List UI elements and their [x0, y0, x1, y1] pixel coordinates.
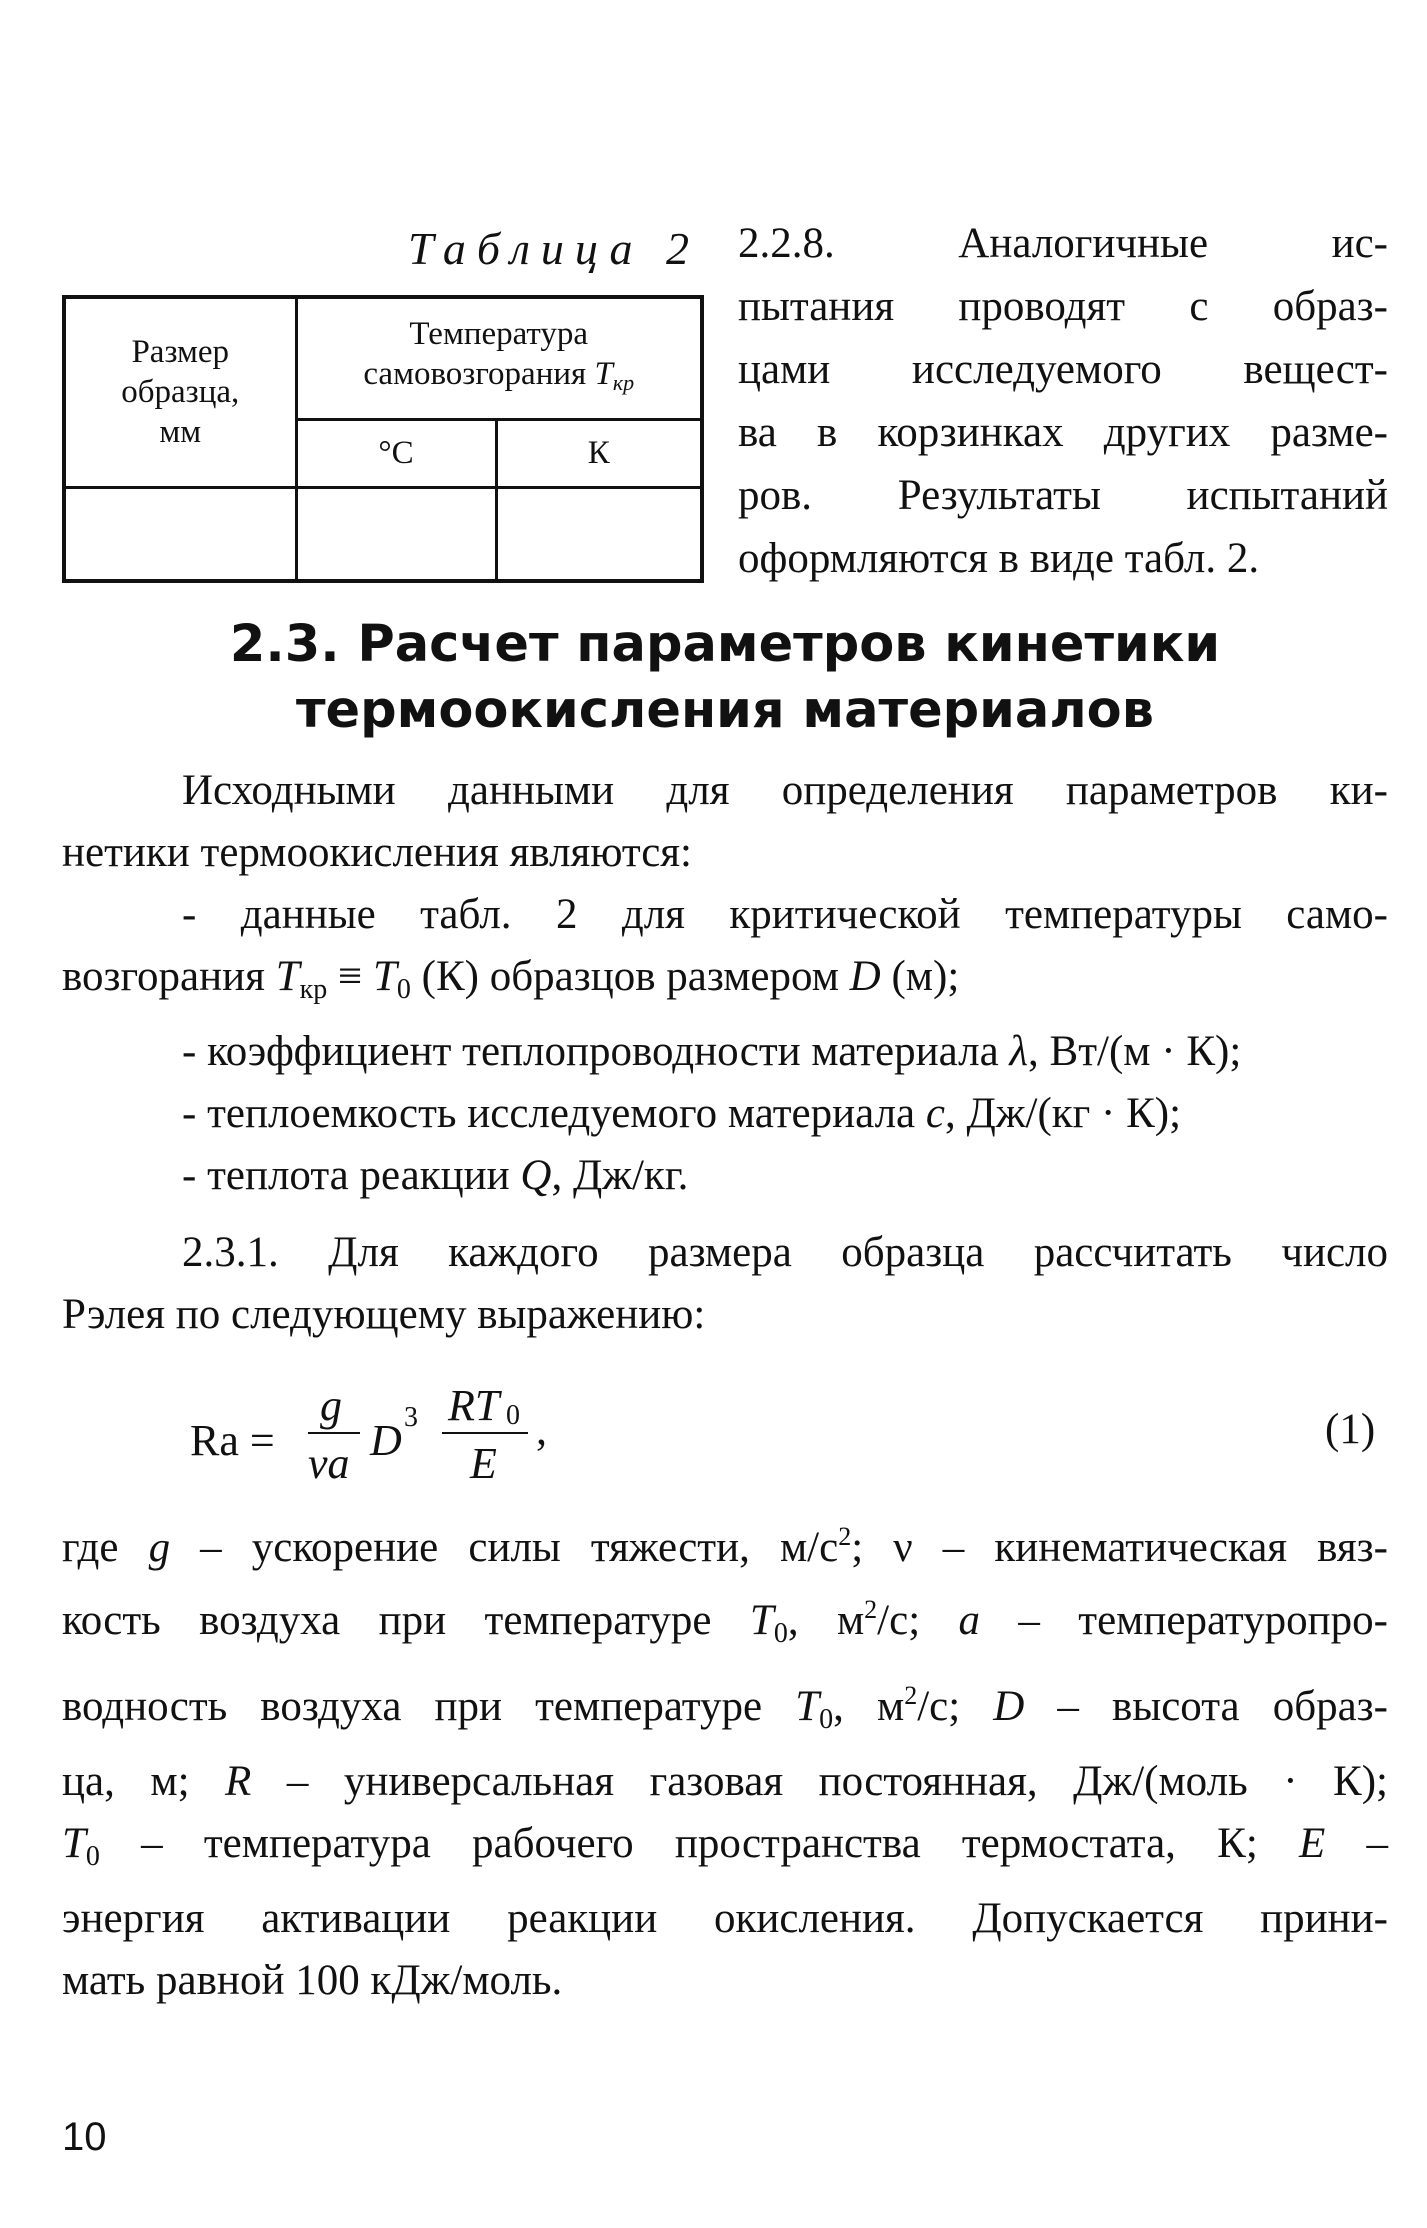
text-line: ров. Результаты испытаний: [738, 472, 1388, 519]
text-line: Исходными данными для определения параметров ки-: [182, 767, 1388, 814]
text: – универсальная газовая постоянная, Дж/(моль · К);: [251, 1758, 1388, 1805]
text-line: Рэлея по следующему выражению:: [62, 1291, 706, 1338]
formula-numerator-g: g: [320, 1381, 342, 1430]
heading-line: термоокисления материалов: [296, 681, 1154, 740]
text: (К) образцов размером: [410, 953, 850, 1000]
empty-cell: [296, 487, 496, 581]
results-table: [62, 295, 704, 583]
text-line: мать равной 100 кДж/моль.: [62, 1957, 563, 2004]
subscript: 0: [819, 1704, 834, 1735]
heading-line: 2.3. Расчет параметров кинетики: [229, 615, 1221, 674]
where-block: [62, 1506, 1388, 2012]
text: - коэффициент теплопроводности материала: [182, 1028, 1010, 1075]
step-2-3-1: [62, 1222, 1388, 1346]
formula-comma: ,: [536, 1405, 547, 1454]
paragraph-2-2-8: [738, 212, 1388, 590]
text: , Вт/(м · К);: [1028, 1028, 1242, 1075]
symbol: λ: [1009, 1028, 1029, 1075]
text: , Дж/(кг · К);: [944, 1090, 1182, 1137]
superscript: 2: [904, 1681, 918, 1710]
subscript: кр: [299, 974, 328, 1005]
header-line: образца,: [121, 374, 240, 411]
text: ; ν – кинематическая вяз-: [851, 1524, 1388, 1571]
text-line: нетики термоокисления являются:: [62, 829, 693, 876]
symbol: T: [749, 1597, 774, 1644]
text: возгорания: [62, 953, 276, 1000]
text: ≡: [327, 953, 373, 1000]
text: ца, м;: [62, 1758, 226, 1805]
text: - теплота реакции: [182, 1152, 521, 1199]
subscript: 0: [773, 1618, 788, 1649]
text: - теплоемкость исследуемого материала: [182, 1090, 926, 1137]
text-line: [62, 1021, 1388, 1083]
superscript: 2: [864, 1595, 878, 1624]
text: , Дж/кг.: [551, 1152, 689, 1199]
equation-number: (1): [1325, 1406, 1376, 1453]
text: /с;: [917, 1683, 994, 1730]
symbol: D: [993, 1683, 1025, 1730]
symbol: T: [795, 1683, 820, 1730]
symbol: T: [62, 1820, 86, 1867]
symbol-t: T: [594, 355, 613, 392]
text-line: [62, 1579, 1388, 1665]
text-line: 2.2.8. Аналогичные ис-: [738, 220, 1388, 267]
formula-d: D: [370, 1416, 402, 1465]
text-line: пытания проводят с образ-: [738, 283, 1388, 330]
formula-denominator-e: E: [470, 1439, 497, 1488]
header-line: Размер: [131, 334, 230, 371]
header-temperature: [296, 297, 702, 419]
symbol: Q: [520, 1152, 552, 1199]
text-line: энергия активации реакции окисления. Допускается прини-: [62, 1895, 1388, 1942]
header-line: мм: [159, 414, 202, 451]
text: кость воздуха при температуре: [62, 1597, 750, 1644]
empty-cell: [496, 487, 702, 581]
text-line: [62, 1506, 1388, 1579]
symbol: T: [275, 953, 300, 1000]
formula-lhs: Ra =: [190, 1416, 275, 1465]
symbol: E: [1299, 1820, 1326, 1867]
text: (м);: [880, 953, 960, 1000]
text: , м: [787, 1597, 865, 1644]
text-line: [62, 1083, 1388, 1145]
text-line: [62, 1813, 1388, 1888]
formula-numerator-rt: RT: [448, 1381, 500, 1430]
intro-block: [62, 760, 1388, 1207]
text-line: 2.3.1. Для каждого размера образца рассчитать число: [182, 1229, 1388, 1276]
formula-exponent: 3: [404, 1402, 418, 1433]
text: где: [62, 1524, 149, 1571]
text: – температура рабочего пространства термостата, К;: [99, 1820, 1299, 1867]
text-line: ва в корзинках других разме-: [738, 409, 1388, 456]
text-line: [62, 946, 1388, 1021]
subscript: 0: [85, 1841, 100, 1872]
formula-subscript: 0: [506, 1400, 520, 1431]
page-number: 10: [62, 2115, 107, 2159]
section-heading: [62, 612, 1388, 744]
header-text: самовозгорания: [363, 355, 587, 392]
header-line: [298, 354, 701, 403]
fraction-bar: [442, 1432, 528, 1434]
empty-cell: [64, 487, 296, 581]
symbol: T: [373, 953, 397, 1000]
symbol: c: [925, 1090, 945, 1137]
header-sample-size: [64, 297, 296, 487]
text: – температуропро-: [980, 1597, 1388, 1644]
text: – ускорение силы тяжести, м/с: [170, 1524, 839, 1571]
subscript: кр: [612, 369, 635, 395]
formula-denominator-nua: νa: [308, 1439, 350, 1488]
text: /с;: [877, 1597, 959, 1644]
text: водность воздуха при температуре: [62, 1683, 796, 1730]
text: – высота образ-: [1024, 1683, 1388, 1730]
header-line: Температура: [409, 315, 589, 352]
text-line: цами исследуемого вещест-: [738, 346, 1388, 393]
table-caption: Таблица 2: [407, 223, 700, 274]
text: , м: [833, 1683, 905, 1730]
superscript: 2: [838, 1522, 852, 1551]
text-line: оформляются в виде табл. 2.: [738, 535, 1260, 582]
symbol: g: [148, 1524, 171, 1571]
symbol: R: [225, 1758, 252, 1805]
text-line: [62, 1665, 1388, 1751]
text-line: - данные табл. 2 для критической температуры само-: [182, 891, 1388, 938]
header-celsius: °С: [296, 419, 496, 487]
text-line: [62, 1145, 1388, 1207]
text-line: [62, 1751, 1388, 1813]
text: –: [1325, 1820, 1388, 1867]
header-kelvin: К: [496, 419, 702, 487]
subscript: 0: [396, 974, 411, 1005]
symbol: a: [958, 1597, 981, 1644]
symbol: D: [849, 953, 881, 1000]
fraction-bar: [308, 1432, 360, 1434]
formula-rayleigh: [190, 1380, 790, 1510]
